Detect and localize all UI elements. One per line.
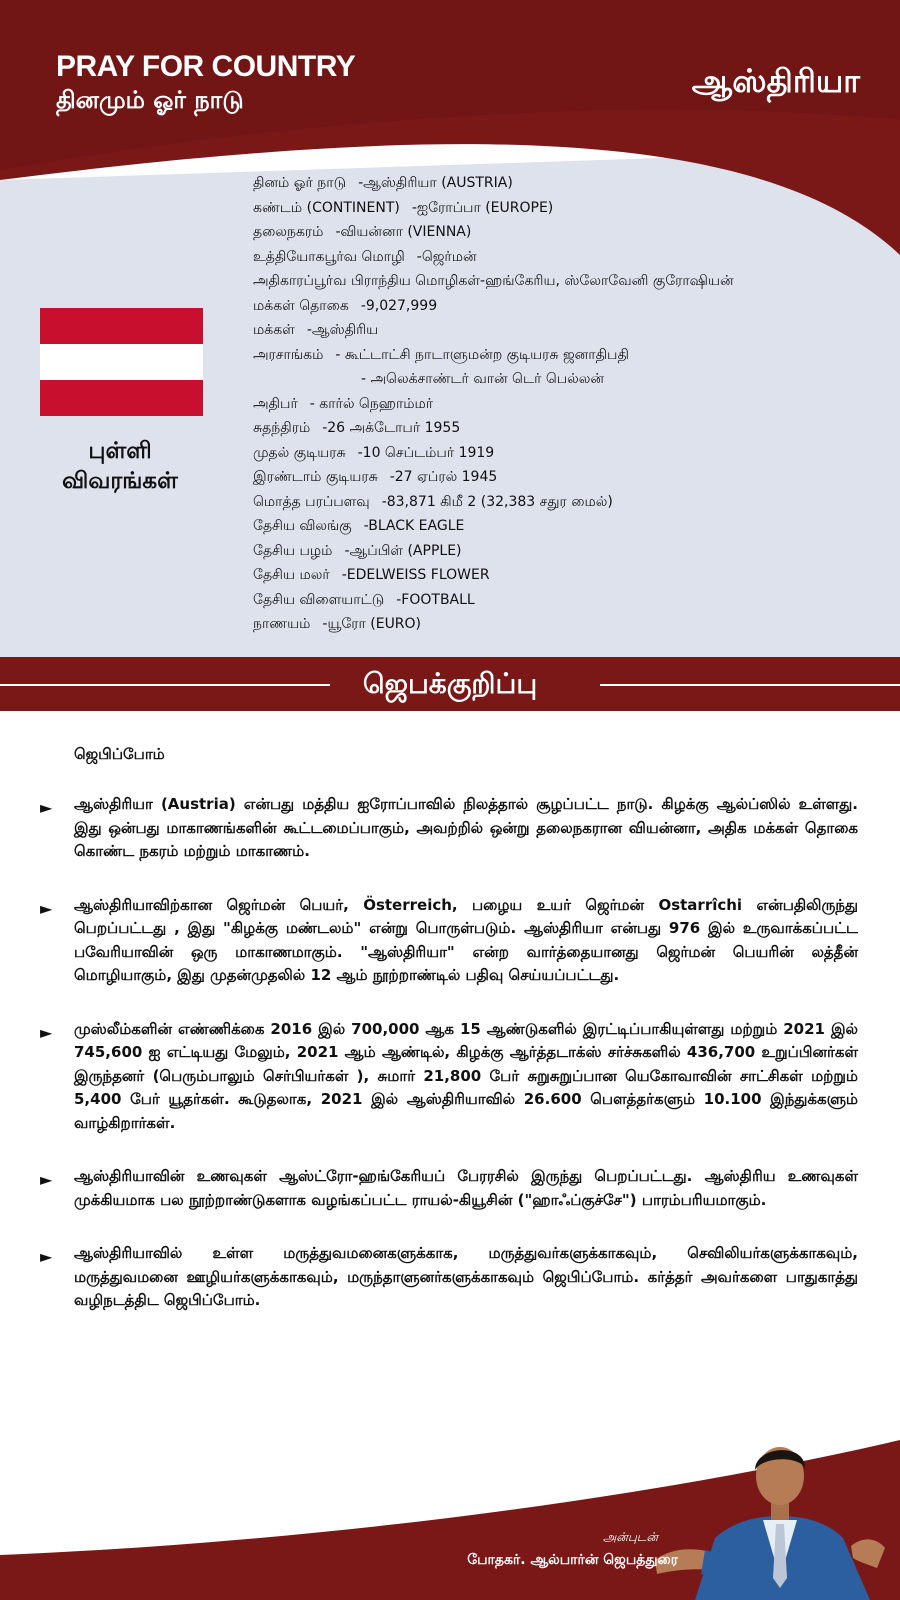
fact-key: தேசிய விளையாட்டு <box>253 591 385 608</box>
fact-key: அதிகாரப்பூர்வ பிராந்திய மொழிகள் <box>253 273 481 289</box>
fact-key: அதிபர் <box>253 395 298 412</box>
fact-value: -ஆஸ்திரிய <box>306 322 379 338</box>
prayer-lead: ஜெபிப்போம் <box>74 745 165 763</box>
fact-key: தேசிய விலங்கு <box>253 518 352 534</box>
pastor-photo <box>655 1428 895 1600</box>
fact-row <box>253 490 893 515</box>
fact-key: மக்கள் தொகை <box>253 297 349 314</box>
fact-row <box>253 514 893 539</box>
fact-key: முதல் குடியரசு <box>253 444 346 461</box>
signature <box>398 1530 678 1570</box>
prayer-point <box>40 1018 858 1136</box>
fact-value: -ஐரோப்பா (EUROPE) <box>411 199 554 216</box>
austria-flag-icon <box>40 308 203 416</box>
prayer-point-text: முஸ்லீம்களின் எண்ணிக்கை 2016 இல் 700,000 ஆக 15 ஆண்டுகளில் இரட்டிப்பாகியுள்ளது மற்றும் 2021 இல் 745,600 ஐ எட்டியது மேலும், 2021 ஆம் ஆண்டில், கிழக்கு ஆர்த்தடாக்ஸ் சர்ச்சுகளில் 436,700 உறுப்பினர்கள் இருந்தனர் (பெரும்பாலும் செர்பியர்கள் ), சுமார் 21,800 பேர் சுறுசுறுப்பான யெகோவாவின் சாட்சிகள் மற்றும் 5,400 பேர் யூதர்கள். கூடுதலாக, 2021 இல் ஆஸ்திரியாவில் 26.600 பௌத்தர்களும் 10.100 இந்துக்களும் வாழ்கிறார்கள். <box>74 1019 858 1132</box>
fact-value: -10 செப்டம்பர் 1919 <box>357 444 495 461</box>
fact-value: -யூரோ (EURO) <box>322 616 422 632</box>
fact-row <box>253 171 893 196</box>
fact-row <box>253 465 893 490</box>
fact-row <box>253 367 893 392</box>
brand-english-title: PRAY FOR COUNTRY <box>56 50 356 83</box>
fact-row <box>253 441 893 466</box>
fact-key: அரசாங்கம் <box>253 346 324 363</box>
facts-heading-line2: விவரங்கள் <box>62 468 178 494</box>
arrow-bullet-icon: ► <box>40 798 53 817</box>
prayer-points <box>40 745 858 1343</box>
fact-row <box>253 318 893 343</box>
fact-key: தினம் ஓர் நாடு <box>253 175 347 191</box>
arrow-bullet-icon: ► <box>40 898 53 918</box>
fact-value: -9,027,999 <box>360 297 438 314</box>
fact-key: தலைநகரம் <box>253 224 324 240</box>
fact-value: -26 அக்டோபர் 1955 <box>322 420 461 436</box>
fact-value: -ஆப்பிள் (APPLE) <box>344 542 462 559</box>
fact-value: - அலெக்சாண்டர் வான் டெர் பெல்லன் <box>361 371 604 387</box>
fact-row <box>253 539 893 564</box>
fact-row <box>253 220 893 245</box>
fact-value: -ஜெர்மன் <box>416 248 477 265</box>
fact-row <box>253 196 893 221</box>
prayer-point <box>40 793 858 864</box>
country-title: ஆஸ்திரியா <box>691 62 860 100</box>
fact-row <box>253 392 893 417</box>
fact-key: கண்டம் (CONTINENT) <box>253 199 400 216</box>
fact-key: தேசிய பழம் <box>253 542 333 559</box>
facts-heading-line1: புள்ளி <box>88 438 152 464</box>
fact-row <box>253 343 893 368</box>
prayer-point-text: ஆஸ்திரியா (Austria) என்பது மத்திய ஐரோப்பாவில் நிலத்தால் சூழப்பட்ட நாடு. கிழக்கு ஆல்ப்ஸில் உள்ளது. இது ஒன்பது மாகாணங்களின் கூட்டமைப்பாகும், அவற்றில் ஒன்று தலைநகரான வியன்னா, அதிக மக்கள் தொகை கொண்ட நகரம் மற்றும் மாகாணம். <box>74 795 858 860</box>
facts-list <box>253 171 893 637</box>
prayer-point <box>40 1165 858 1212</box>
prayer-point-text: ஆஸ்திரியாவிற்கான ஜெர்மன் பெயர், Österreich, பழைய உயர் ஜெர்மன் Ostarrîchi என்பதிலிருந்து பெறப்பட்டது , இது "கிழக்கு மண்டலம்" என்று பொருள்படும். ஆஸ்திரியா என்பது 976 இல் உருவாக்கப்பட்ட பவேரியாவின் ஒரு மாகாணமாகும். "ஆஸ்திரியா" என்ற வார்த்தையானது ஜெர்மன் பெயரின் லத்தீன் மொழியாகும், இது முதன்முதலில் 12 ஆம் நூற்றாண்டில் பதிவு செய்யப்பட்டது. <box>74 895 858 984</box>
fact-value: -வியன்னா (VIENNA) <box>335 224 472 240</box>
brand-block <box>56 50 355 116</box>
prayer-point-text: ஆஸ்திரியாவின் உணவுகள் ஆஸ்ட்ரோ-ஹங்கேரியப் பேரரசில் இருந்து பெறப்பட்டது. ஆஸ்திரிய உணவுகள் முக்கியமாக பல நூற்றாண்டுகளாக வழங்கப்பட்ட ராயல்-கியூசின் ("ஹாஃப்குச்சே") பாரம்பரியமாகும். <box>74 1167 858 1209</box>
fact-value: -FOOTBALL <box>396 591 475 608</box>
fact-row <box>253 416 893 441</box>
fact-value: - கார்ல் நெஹாம்மர் <box>309 395 434 412</box>
fact-key: மக்கள் <box>253 322 295 338</box>
fact-key: சுதந்திரம் <box>253 420 311 436</box>
fact-value: -ஹங்கேரிய, ஸ்லோவேனி குரோஷியன் <box>480 273 734 289</box>
facts-heading <box>30 436 210 496</box>
prayer-point-text: ஆஸ்திரியாவில் உள்ள மருத்துவமனைகளுக்காக, மருத்துவர்களுக்காகவும், செவிலியர்களுக்காகவும், மருத்துவமனை ஊழியர்களுக்காகவும், மருந்தாளுனர்களுக்காகவும் ஜெபிப்போம். கர்த்தர் அவர்களை பாதுகாத்து வழிநடத்திட ஜெபிப்போம். <box>74 1244 858 1309</box>
fact-value: -83,871 கிமீ 2 (32,383 சதுர மைல்) <box>381 493 613 510</box>
fact-row <box>253 245 893 270</box>
arrow-bullet-icon: ► <box>40 1247 53 1266</box>
fact-key: மொத்த பரப்பளவு <box>253 493 370 510</box>
fact-key: தேசிய மலர் <box>253 567 330 583</box>
fact-row <box>253 612 893 637</box>
fact-value: -27 ஏப்ரல் 1945 <box>389 469 498 485</box>
fact-key: உத்தியோகபூர்வ மொழி <box>253 248 405 265</box>
fact-key: இரண்டாம் குடியரசு <box>253 469 378 485</box>
fact-value: -ஆஸ்திரியா (AUSTRIA) <box>358 175 513 191</box>
fact-key: நாணயம் <box>253 616 311 632</box>
signature-name: போதகர். ஆல்பார்ன் ஜெபத்துரை <box>467 1552 678 1568</box>
fact-row <box>253 269 893 294</box>
brand-tamil-title: தினமும் ஓர் நாடு <box>56 86 244 114</box>
arrow-bullet-icon: ► <box>40 1170 53 1189</box>
prayer-point <box>40 1242 858 1313</box>
fact-value: - கூட்டாட்சி நாடாளுமன்ற குடியரசு ஜனாதிபதி <box>335 346 629 363</box>
arrow-bullet-icon: ► <box>40 1022 53 1042</box>
prayer-title: ஜெபக்குறிப்பு <box>362 667 538 700</box>
fact-value: -EDELWEISS FLOWER <box>341 567 490 583</box>
prayer-point <box>40 894 858 988</box>
signature-greeting: அன்புடன் <box>602 1530 658 1544</box>
fact-row <box>253 294 893 319</box>
fact-value: -BLACK EAGLE <box>363 518 465 534</box>
prayer-title-band <box>0 657 900 711</box>
fact-row <box>253 588 893 613</box>
fact-row <box>253 563 893 588</box>
